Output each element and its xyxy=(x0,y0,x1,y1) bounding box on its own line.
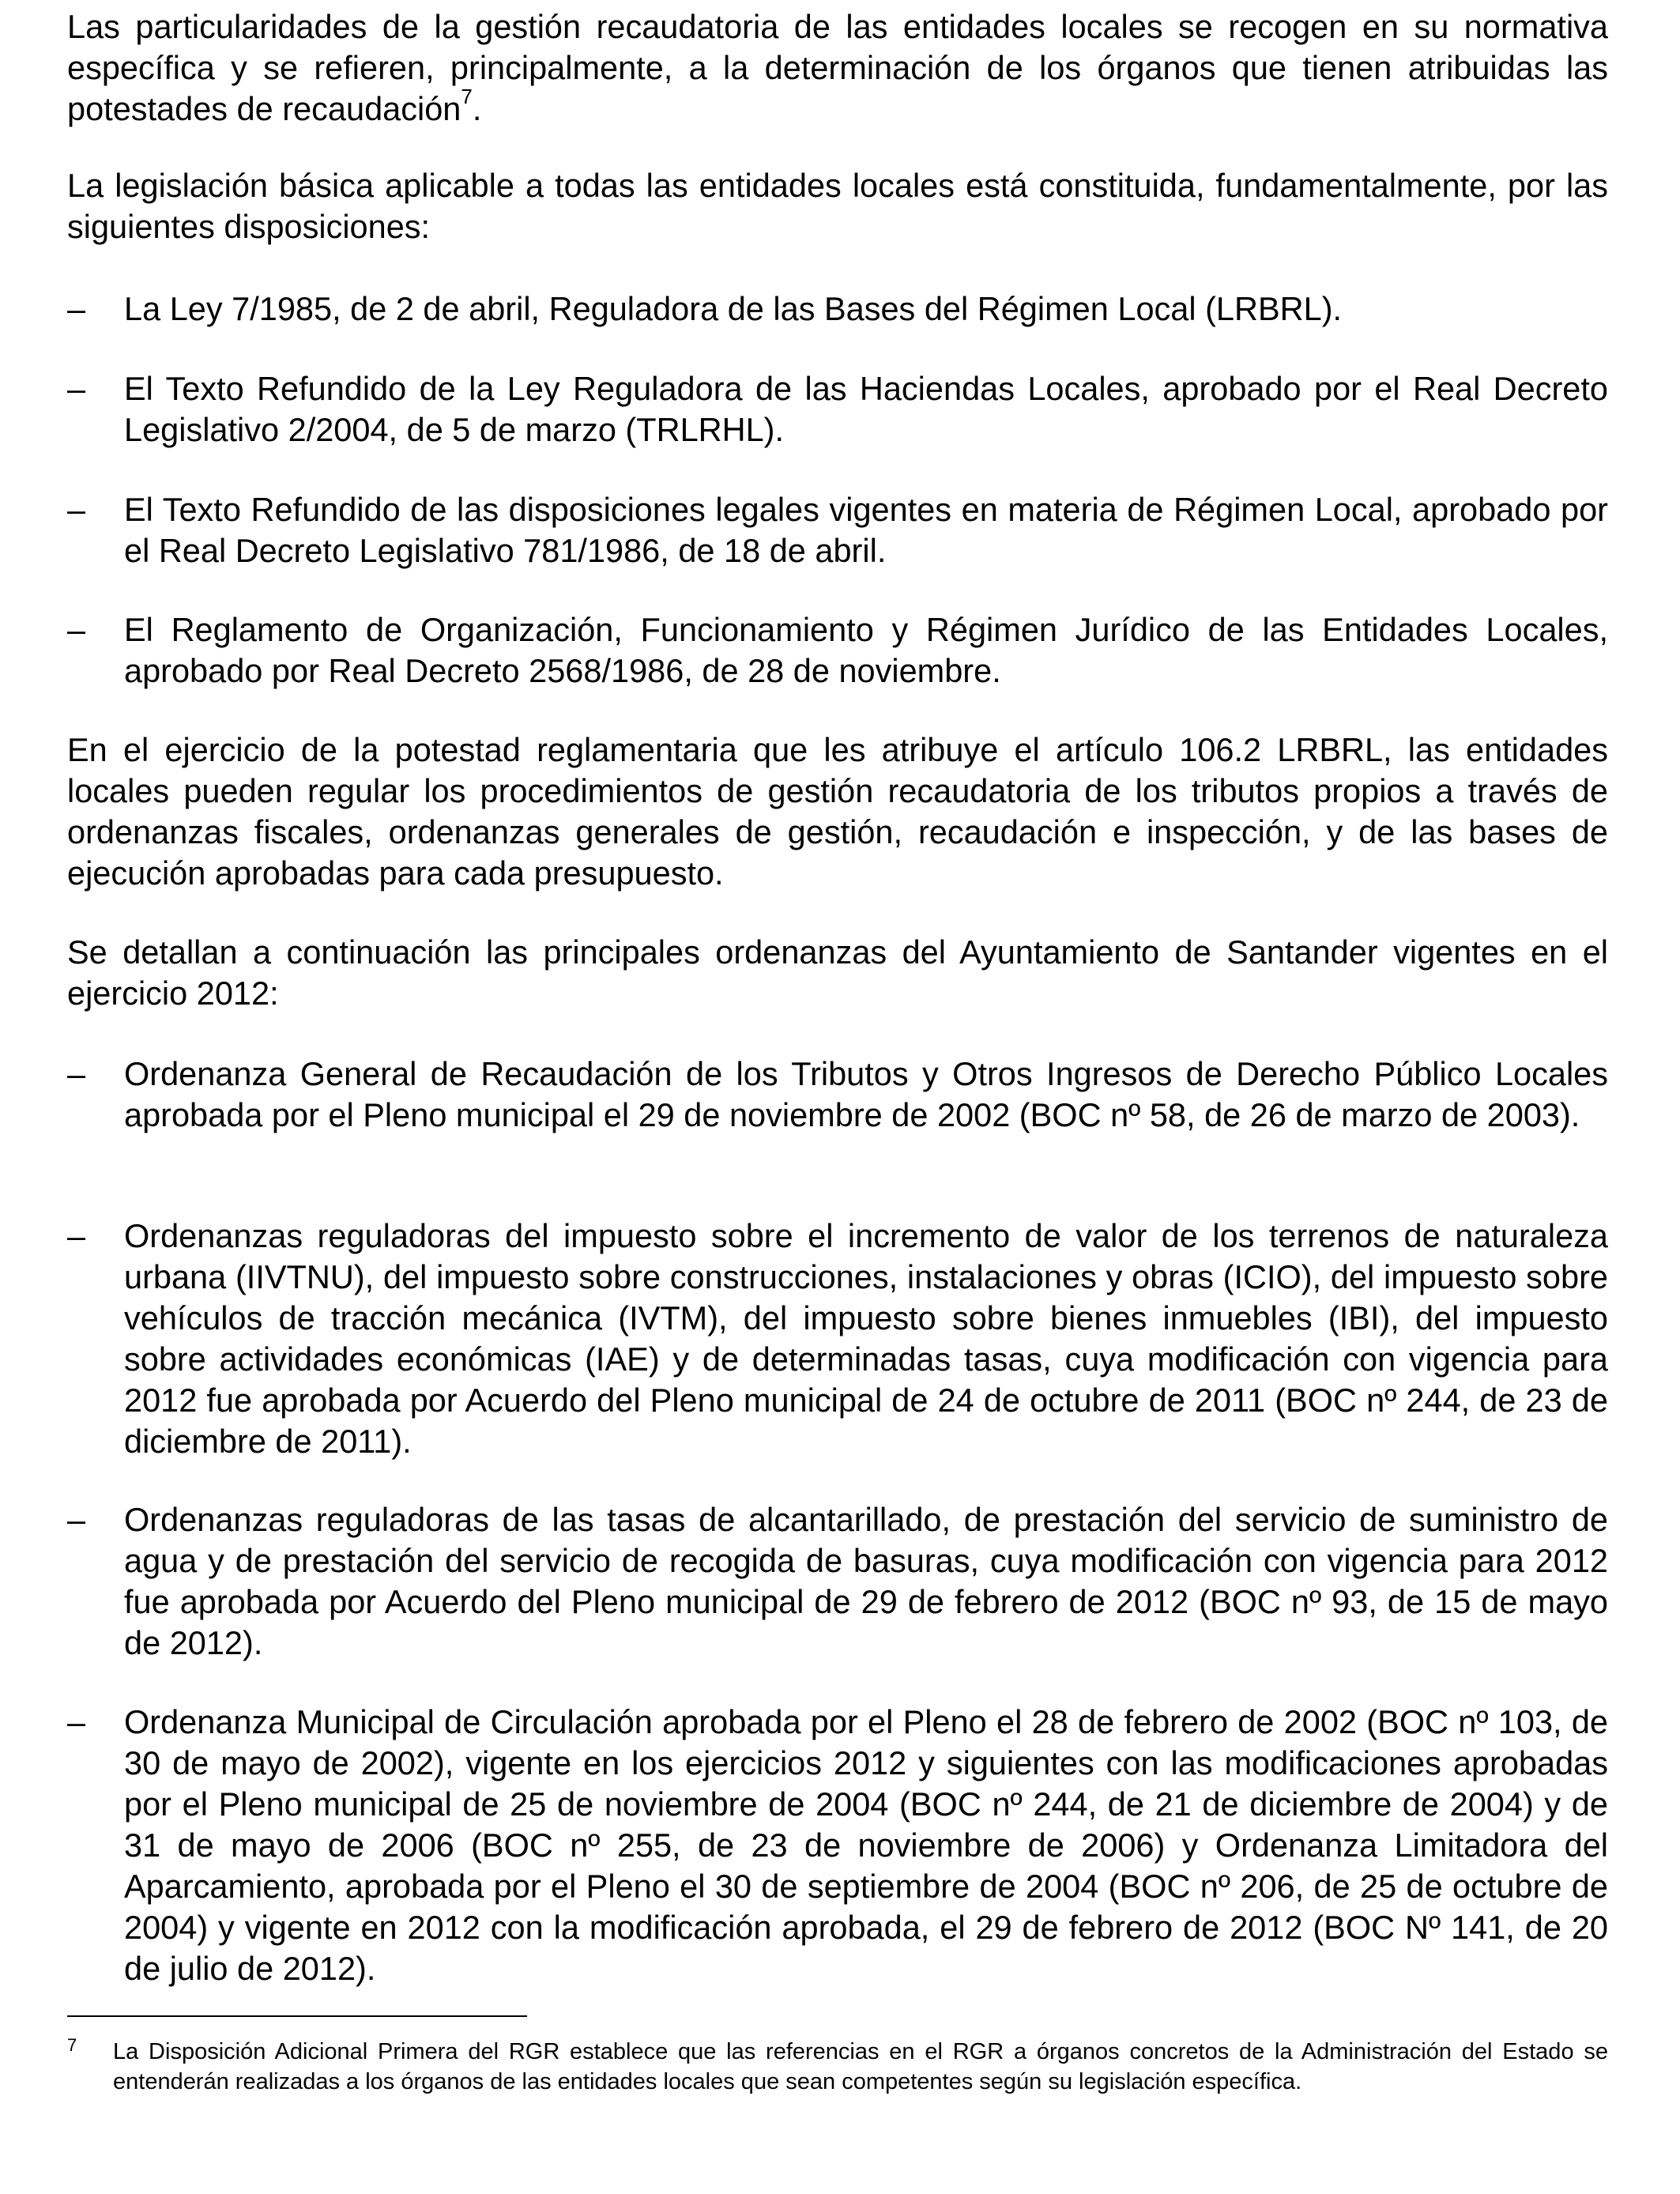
bullet-dash: – xyxy=(67,1501,86,1538)
list-item-disposicion xyxy=(67,609,1608,692)
paragraph-intro xyxy=(67,6,1608,130)
footnote-text: La Disposición Adicional Primera del RGR establece que las referencias en el RGR a órganos concretos de la Administración del Estado se entenderán realizadas a los órganos de las entidades locales que sean competentes según su legislación específica. xyxy=(113,2039,1608,2094)
intro-end: . xyxy=(472,90,482,127)
list-item-text: El Reglamento de Organización, Funcionamiento y Régimen Jurídico de las Entidades Locales, aprobado por Real Decreto 2568/1986, de 28 de noviembre. xyxy=(124,611,1608,689)
list-item-text: Ordenanza General de Recaudación de los Tributos y Otros Ingresos de Derecho Público Locales aprobada por el Pleno municipal el 29 de noviembre de 2002 (BOC nº 58, de 26 de marzo de 2003). xyxy=(124,1055,1608,1133)
bullet-dash: – xyxy=(67,491,86,528)
list-item-ordenanza xyxy=(67,1499,1608,1664)
bullet-dash: – xyxy=(67,1703,86,1740)
list-item-disposicion xyxy=(67,489,1608,571)
list-item-text: Ordenanza Municipal de Circulación aprobada por el Pleno el 28 de febrero de 2002 (BOC nº 103, de 30 de mayo de 2002), vigente en los ejercicios 2012 y siguientes con las modificaciones aprobadas por el Pleno municipal de 25 de noviembre de 2004 (BOC nº 244, de 21 de diciembre de 2004) y de 31 de mayo de 2006 (BOC nº 255, de 23 de noviembre de 2006) y Ordenanza Limitadora del Aparcamiento, aprobada por el Pleno el 30 de septiembre de 2004 (BOC nº 206, de 25 de octubre de 2004) y vigente en 2012 con la modificación aprobada, el 29 de febrero de 2012 (BOC Nº 141, de 20 de julio de 2012). xyxy=(124,1703,1608,1987)
bullet-dash: – xyxy=(67,370,86,407)
paragraph-legislacion: La legislación básica aplicable a todas las entidades locales está constituida, fundamentalmente, por las siguientes disposiciones: xyxy=(67,167,1608,245)
list-item-text: El Texto Refundido de la Ley Reguladora de las Haciendas Locales, aprobado por el Real Decreto Legislativo 2/2004, de 5 de marzo (TRLRHL). xyxy=(124,370,1608,448)
intro-text: Las particularidades de la gestión recaudatoria de las entidades locales se recogen en su normativa específica y se refieren, principalmente, a la determinación de los órganos que tienen atribuidas las potestades de recaudación xyxy=(67,8,1608,127)
list-item-ordenanza xyxy=(67,1702,1608,1989)
list-item-disposicion xyxy=(67,368,1608,450)
bullet-dash: – xyxy=(67,290,86,327)
list-item-disposicion xyxy=(67,288,1608,330)
footnote-reference[interactable]: 7 xyxy=(461,85,473,109)
paragraph-detallan: Se detallan a continuación las principales ordenanzas del Ayuntamiento de Santander vigentes en el ejercicio 2012: xyxy=(67,933,1608,1012)
list-item-text: La Ley 7/1985, de 2 de abril, Reguladora de las Bases del Régimen Local (LRBRL). xyxy=(124,290,1343,327)
list-item-ordenanza xyxy=(67,1216,1608,1462)
bullet-dash: – xyxy=(67,1055,86,1092)
list-item-text: Ordenanzas reguladoras de las tasas de alcantarillado, de prestación del servicio de suministro de agua y de prestación del servicio de recogida de basuras, cuya modificación con vigencia para 2012 fue aprobada por Acuerdo del Pleno municipal de 29 de febrero de 2012 (BOC nº 93, de 15 de mayo de 2012). xyxy=(124,1501,1608,1661)
list-item-text: El Texto Refundido de las disposiciones legales vigentes en materia de Régimen Local, aprobado por el Real Decreto Legislativo 781/1986, de 18 de abril. xyxy=(124,491,1608,569)
footnote-number: 7 xyxy=(67,2035,77,2055)
footnote-separator xyxy=(67,2015,527,2017)
footnote xyxy=(67,2037,1608,2097)
paragraph-ejercicio: En el ejercicio de la potestad reglamentaria que les atribuye el artículo 106.2 LRBRL, las entidades locales pueden regular los procedimientos de gestión recaudatoria de los tributos propios a través de ordenanzas fiscales, ordenanzas generales de gestión, recaudación e inspección, y de las bases de ejecución aprobadas para cada presupuesto. xyxy=(67,731,1608,892)
list-item-text: Ordenanzas reguladoras del impuesto sobre el incremento de valor de los terrenos de naturaleza urbana (IIVTNU), del impuesto sobre construcciones, instalaciones y obras (ICIO), del impuesto sobre vehículos de tracción mecánica (IVTM), del impuesto sobre bienes inmuebles (IBI), del impuesto sobre actividades económicas (IAE) y de determinadas tasas, cuya modificación con vigencia para 2012 fue aprobada por Acuerdo del Pleno municipal de 24 de octubre de 2011 (BOC nº 244, de 23 de diciembre de 2011). xyxy=(124,1217,1608,1460)
bullet-dash: – xyxy=(67,1217,86,1254)
list-item-ordenanza xyxy=(67,1054,1608,1136)
bullet-dash: – xyxy=(67,611,86,648)
